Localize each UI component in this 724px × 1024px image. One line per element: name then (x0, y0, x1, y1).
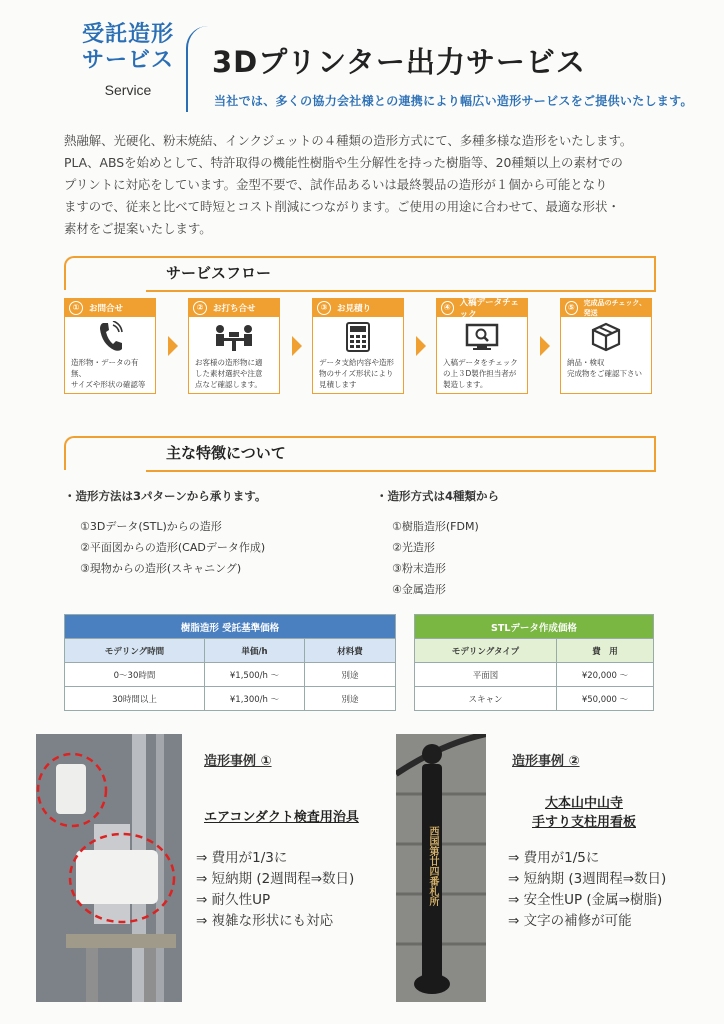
case2-name-line: 大本山中山寺 (544, 796, 623, 811)
table-cell: ¥1,500/h 〜 (205, 663, 305, 687)
table-cell: ¥1,300/h 〜 (205, 687, 305, 711)
step-number: ④ (441, 301, 454, 315)
table-row (65, 663, 396, 687)
table-cell: 平面図 (415, 663, 557, 687)
step-number: ⑤ (565, 301, 578, 315)
step-text (313, 357, 403, 390)
feature-item: ①樹脂造形(FDM) (392, 520, 479, 533)
table-cell: スキャン (415, 687, 557, 711)
case1-name: エアコンダクト検査用治具 (204, 810, 359, 825)
step-text-line: 完成物をご確認下さい (567, 369, 642, 378)
table-cell: 別途 (305, 663, 396, 687)
step-number: ② (193, 301, 207, 315)
features-methods (64, 488, 266, 579)
section-header-flow (64, 256, 654, 290)
case2-point: ⇒ 短納期 (3週間程⇒数日) (508, 871, 667, 887)
table-header: モデリングタイプ (415, 639, 557, 663)
case1-point: ⇒ 短納期 (2週間程⇒数日) (196, 871, 355, 887)
step-text-line: 造形物・データの有無、 (71, 358, 139, 378)
step-text-line: した素材選択や注意 (195, 369, 263, 378)
case1-points (196, 848, 354, 932)
flow-arrow (292, 336, 302, 356)
table-row (415, 687, 654, 711)
section-header-features (64, 436, 654, 470)
flow-step-meeting (188, 298, 280, 394)
table-header: 材料費 (305, 639, 396, 663)
step-text-line: 見積します (319, 380, 357, 389)
step-label: 完成品のチェック、発送 (583, 299, 647, 317)
step-text-line: 物のサイズ形状により (319, 369, 394, 378)
calculator-icon (313, 317, 403, 357)
intro-line: プリントに対応をしています。金型不要で、試作品あるいは最終製品の造形が１個から可能となり (64, 177, 608, 192)
step-text-line: データ支給内容や造形 (319, 358, 394, 367)
step-text-line: 点など確認します。 (195, 380, 262, 389)
step-label: お問合せ (89, 304, 124, 314)
table-cell: 30時間以上 (65, 687, 205, 711)
step-label: 入稿データチェック (459, 298, 519, 320)
case1-point: ⇒ 費用が1/3に (196, 850, 288, 866)
case2-point: ⇒ 安全性UP (金属⇒樹脂) (508, 892, 663, 908)
table-header: 単価/h (205, 639, 305, 663)
meeting-icon (189, 317, 279, 357)
feature-item: ②平面図からの造形(CADデータ作成) (80, 541, 266, 554)
table-title: 樹脂造形 受託基準価格 (65, 615, 396, 639)
step-text-line: お客様の造形物に適 (195, 358, 263, 367)
step-text (561, 357, 651, 379)
intro-line: ますので、従来と比べて時短とコスト削減につながります。ご使用の用途に合わせて、最適な形状・ (64, 199, 620, 214)
step-text-line: サイズや形状の確認等 (71, 380, 146, 389)
flow-arrow (168, 336, 178, 356)
service-label-line2: サービス (81, 48, 174, 73)
step-text (437, 357, 527, 390)
intro-paragraph (64, 130, 664, 240)
step-text (189, 357, 279, 390)
case2-name-line: 手すり支柱用看板 (531, 815, 636, 830)
table-row (65, 687, 396, 711)
monitor-search-icon (437, 317, 527, 357)
step-label: お見積り (337, 304, 372, 314)
service-label-line1: 受託造形 (81, 22, 174, 47)
flow-step-inquiry (64, 298, 156, 394)
feature-item: ①3Dデータ(STL)からの造形 (80, 520, 222, 533)
intro-line: PLA、ABSを始めとして、特許取得の機能性樹脂や生分解性を持った樹脂等、20種類以上の素材での (64, 155, 623, 170)
table-row (415, 663, 654, 687)
intro-line: 素材をご提案いたします。 (64, 221, 212, 236)
step-number: ① (69, 301, 83, 315)
service-flow (64, 298, 654, 394)
step-text-line: 入稿データをチェック (443, 358, 518, 367)
step-text-line: 製造します。 (443, 380, 488, 389)
table-header: 費 用 (557, 639, 654, 663)
page-subtitle: 当社では、多くの協力会社様との連携により幅広い造形サービスをご提供いたします。 (214, 94, 693, 108)
case2-name (524, 792, 644, 830)
table-cell: 別途 (305, 687, 396, 711)
case1-point: ⇒ 耐久性UP (196, 892, 271, 908)
box-icon (561, 317, 651, 357)
feature-item: ③現物からの造形(スキャニング) (80, 562, 242, 575)
case1-photo (36, 734, 182, 1002)
features-types-heading: ・造形方式は4種類から (376, 489, 500, 503)
table-title: STLデータ作成価格 (415, 615, 654, 639)
page-title: 3Dプリンター出力サービス (212, 45, 586, 79)
step-label: お打ち合せ (213, 304, 256, 314)
case2-heading: 造形事例 ② (512, 754, 580, 769)
case2-points (508, 848, 666, 932)
section-title-flow: サービスフロー (166, 264, 272, 282)
flow-step-estimate (312, 298, 404, 394)
stl-price-table (414, 614, 654, 711)
intro-line: 熱融解、光硬化、粉末焼結、インクジェットの４種類の造形方式にて、多種多様な造形をいたします。 (64, 133, 633, 148)
case2-photo (396, 734, 486, 1002)
resin-price-table (64, 614, 396, 711)
features-methods-heading: ・造形方法は3パターンから承ります。 (64, 489, 267, 503)
table-header: モデリング時間 (65, 639, 205, 663)
case1-heading: 造形事例 ① (204, 754, 272, 769)
service-label-en: Service (104, 82, 152, 98)
features-types (376, 488, 499, 600)
table-cell: ¥20,000 〜 (557, 663, 654, 687)
case2-point: ⇒ 文字の補修が可能 (508, 913, 632, 929)
section-title-features: 主な特徴について (166, 444, 286, 462)
flow-step-delivery (560, 298, 652, 394)
table-cell: ¥50,000 〜 (557, 687, 654, 711)
case2-point: ⇒ 費用が1/5に (508, 850, 600, 866)
header-divider (186, 26, 208, 112)
feature-item: ③粉末造形 (392, 562, 446, 575)
feature-item: ④金属造形 (392, 583, 446, 596)
case2-sign-text: 西国第廿四番札所 (427, 826, 438, 906)
flow-arrow (416, 336, 426, 356)
case1-point: ⇒ 複雑な形状にも対応 (196, 913, 334, 929)
step-number: ③ (317, 301, 331, 315)
table-cell: 0〜30時間 (65, 663, 205, 687)
service-label-box (64, 22, 192, 114)
feature-item: ②光造形 (392, 541, 435, 554)
phone-icon (65, 317, 155, 357)
flow-step-data-check (436, 298, 528, 394)
step-text (65, 357, 155, 390)
step-text-line: の上３D製作担当者が (443, 369, 517, 378)
step-text-line: 納品・検収 (567, 358, 605, 367)
flow-arrow (540, 336, 550, 356)
